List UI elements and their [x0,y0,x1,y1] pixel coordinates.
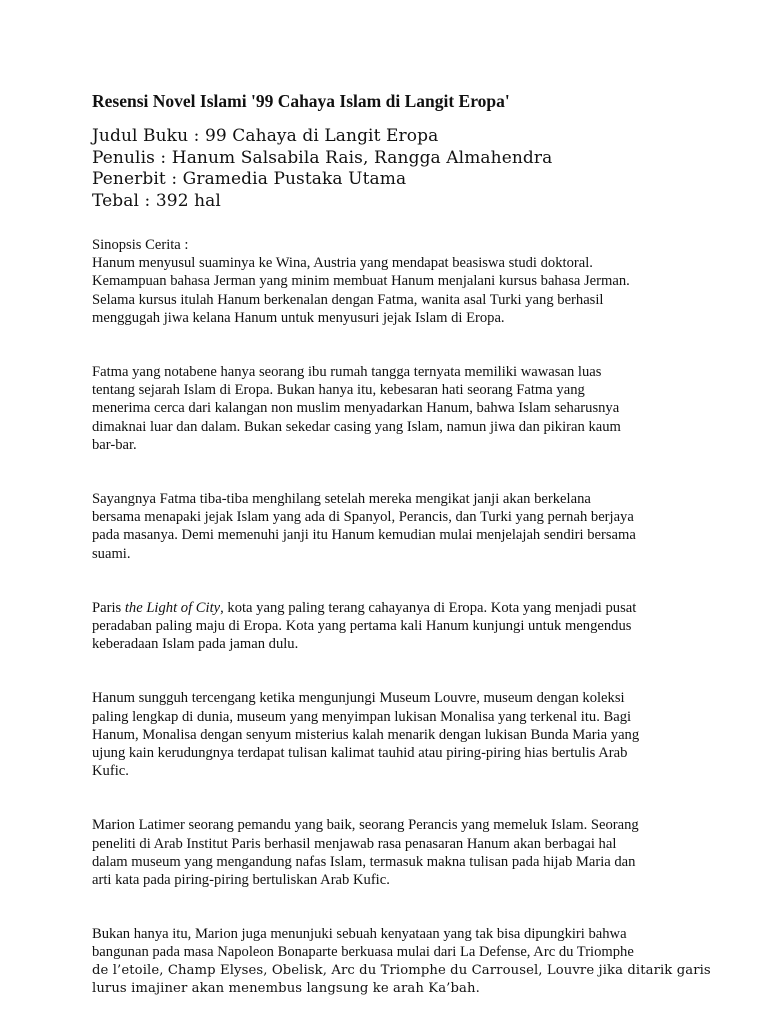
paragraph-line: dimaknai luar dan dalam. Bukan sekedar casing yang Islam, namun jiwa dan pikiran kaum [92,418,621,435]
paragraph-line: lurus imajiner akan menembus langsung ke arah Ka’bah. [92,980,480,996]
synopsis-label: Sinopsis Cerita : [92,237,189,253]
paragraph-text: , kota yang paling terang cahayanya di Eropa. Kota yang menjadi pusat [220,599,637,616]
paragraph-line: ujung kain kerudungnya terdapat tulisan kalimat tauhid atau piring-piring hias bertulis Arab [92,745,628,762]
paragraph-line: bersama menapaki jejak Islam yang ada di Spanyol, Perancis, dan Turki yang pernah berjaya [92,509,634,526]
paragraph-line: pada masanya. Demi memenuhi janji itu Hanum kemudian mulai menjelajah sendiri bersama [92,527,636,544]
italic-phrase: the Light of City [124,599,221,616]
paragraph-line: Kufic. [92,763,129,780]
paragraph-3 [92,490,682,563]
paragraph-line: paling lengkap di dunia, museum yang menyimpan lukisan Monalisa yang terkenal itu. Bagi [92,708,632,725]
paragraph-line: Hanum menyusul suaminya ke Wina, Austria yang mendapat beasiswa studi doktoral. [92,255,593,272]
paragraph-line: Fatma yang notabene hanya seorang ibu rumah tangga ternyata memiliki wawasan luas [92,364,602,381]
paragraph-line: Hanum, Monalisa dengan senyum misterius kalah menarik dengan lukisan Bunda Maria yang [92,726,640,743]
paragraph-line: Bukan hanya itu, Marion juga menunjuki sebuah kenyataan yang tak bisa dipungkiri bahwa [92,926,627,943]
paragraph-line: Marion Latimer seorang pemandu yang baik, seorang Perancis yang memeluk Islam. Seorang [92,817,639,834]
paragraph-line: bar-bar. [92,436,137,453]
paragraph-6 [92,816,682,889]
paragraph-line: tentang sejarah Islam di Eropa. Bukan hanya itu, kebesaran hati seorang Fatma yang [92,382,585,399]
paragraph-line: de l’etoile, Champ Elyses, Obelisk, Arc du Triomphe du Carrousel, Louvre jika ditarik garis [92,962,711,978]
document-title: Resensi Novel Islami '99 Cahaya Islam di Langit Eropa' [92,91,510,111]
paragraph-text: Paris [92,599,125,616]
paragraph-1 [92,254,682,327]
paragraph-line: menerima cerca dari kalangan non muslim menyadarkan Hanum, bahwa Islam seharusnya [92,400,620,417]
book-author-line: Penulis : Hanum Salsabila Rais, Rangga Almahendra [92,147,553,168]
paragraph-5 [92,689,682,780]
book-pages-line: Tebal : 392 hal [92,190,221,211]
book-title-line: Judul Buku : 99 Cahaya di Langit Eropa [92,126,439,146]
paragraph-line: Selama kursus itulah Hanum berkenalan dengan Fatma, wanita asal Turki yang berhasil [92,291,604,308]
paragraph-line: keberadaan Islam pada jaman dulu. [92,636,299,653]
paragraph-line: bangunan pada masa Napoleon Bonaparte berkuasa mulai dari La Defense, Arc du Triomphe [92,944,634,961]
paragraph-line: Sayangnya Fatma tiba-tiba menghilang setelah mereka mengikat janji akan berkelana [92,491,591,508]
paragraph-line: arti kata pada piring-piring bertuliskan Arab Kufic. [92,872,390,889]
paragraph-2 [92,363,682,454]
paragraph-line: peneliti di Arab Institut Paris berhasil menjawab rasa penasaran Hanum akan berbagai hal [92,835,617,852]
paragraph-line [92,599,682,617]
paragraph-line: peradaban paling maju di Eropa. Kota yang pertama kali Hanum kunjungi untuk mengendus [92,618,632,635]
paragraph-4 [92,599,682,654]
paragraph-line: suami. [92,545,131,562]
paragraph-line: menggugah jiwa kelana Hanum untuk menyusuri jejak Islam di Eropa. [92,309,505,326]
paragraph-7 [92,925,711,998]
book-info [92,126,682,212]
paragraph-line: dalam museum yang mengandung nafas Islam, termasuk makna tulisan pada hijab Maria dan [92,853,636,870]
book-publisher-line: Penerbit : Gramedia Pustaka Utama [92,169,407,189]
paragraph-line: Hanum sungguh tercengang ketika mengunjungi Museum Louvre, museum dengan koleksi [92,690,625,707]
paragraph-line: Kemampuan bahasa Jerman yang minim membuat Hanum menjalani kursus bahasa Jerman. [92,273,630,290]
document-page [92,90,711,998]
